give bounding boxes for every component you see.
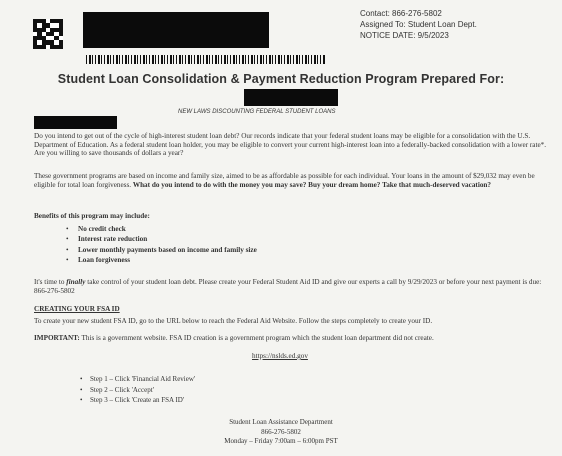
barcode-icon (86, 55, 326, 64)
cta-emphasis: finally (66, 278, 86, 286)
redacted-recipient-name (83, 12, 269, 48)
contact-block (360, 8, 477, 41)
list-item: • Step 1 – Click 'Financial Aid Review' (80, 374, 195, 385)
footer-department: Student Loan Assistance Department (229, 418, 333, 426)
letter-title: Student Loan Consolidation & Payment Reduction Program Prepared For: (57, 72, 505, 86)
list-item: • Interest rate reduction (66, 234, 257, 244)
contact-phone: Contact: 866-276-5802 (360, 9, 442, 18)
redacted-prepared-for (244, 89, 338, 106)
important-text: This is a government website. FSA ID creation is a government program which the student loan department did not create. (79, 334, 434, 342)
list-item: • Step 3 – Click 'Create an FSA ID' (80, 395, 195, 406)
benefits-heading: Benefits of this program may include: (34, 212, 150, 220)
important-note (34, 334, 554, 343)
footer-phone: 866-276-5802 (261, 427, 301, 436)
intro-paragraph: Do you intend to get out of the cycle of high-interest student loan debt? Our records indicate that your federal student loans may be eligible for a consolidation with the U.S. Department of Education. As a federal student loan holder, you may be eligible to convert your current high-interest loan into a federally-backed consolidation with a lower rate*. Are you willing to save thousands of dollars a year? (34, 132, 547, 158)
cta-paragraph (34, 278, 554, 295)
cta-rest: take control of your student loan debt. Please create your Federal Student Aid ID and give our experts a call by 9/29/2023 or before your next payment is due: 866-276-5802 (34, 278, 542, 295)
cta-prefix: It's time to (34, 278, 67, 286)
programs-paragraph (34, 172, 554, 189)
fsa-instructions: To create your new student FSA ID, go to the URL below to reach the Federal Aid Website. Follow the steps completely to create your ID. (34, 317, 433, 325)
fsa-heading: CREATING YOUR FSA ID (34, 305, 120, 313)
list-item: • Lower monthly payments based on income and family size (66, 245, 257, 255)
fsa-url-link[interactable]: https://nslds.ed.gov (252, 352, 308, 360)
list-item: • Step 2 – Click 'Accept' (80, 385, 195, 396)
notice-date: NOTICE DATE: 9/5/2023 (360, 31, 449, 40)
list-item: • No credit check (66, 224, 257, 234)
list-item: • Loan forgiveness (66, 255, 257, 265)
important-label: IMPORTANT: (34, 334, 80, 342)
qr-code-icon (33, 19, 63, 49)
footer-block (0, 418, 562, 447)
fsa-steps-list (80, 374, 195, 406)
letter-subtitle: NEW LAWS DISCOUNTING FEDERAL STUDENT LOANS (178, 109, 336, 115)
assigned-to: Assigned To: Student Loan Dept. (360, 20, 477, 29)
footer-hours: Monday – Friday 7:00am – 6:00pm PST (224, 437, 338, 446)
redacted-salutation (34, 116, 117, 129)
programs-text: These government programs are based on income and family size, aimed to be as affordable as possible for each individual. Your loans in the amount of $29,032 may even be eligible for total loan forgiveness. (34, 172, 535, 189)
programs-question: What do you intend to do with the money you may save? Buy your dream home? Take that much-deserved vacation? (132, 180, 492, 189)
benefits-list (66, 224, 257, 266)
